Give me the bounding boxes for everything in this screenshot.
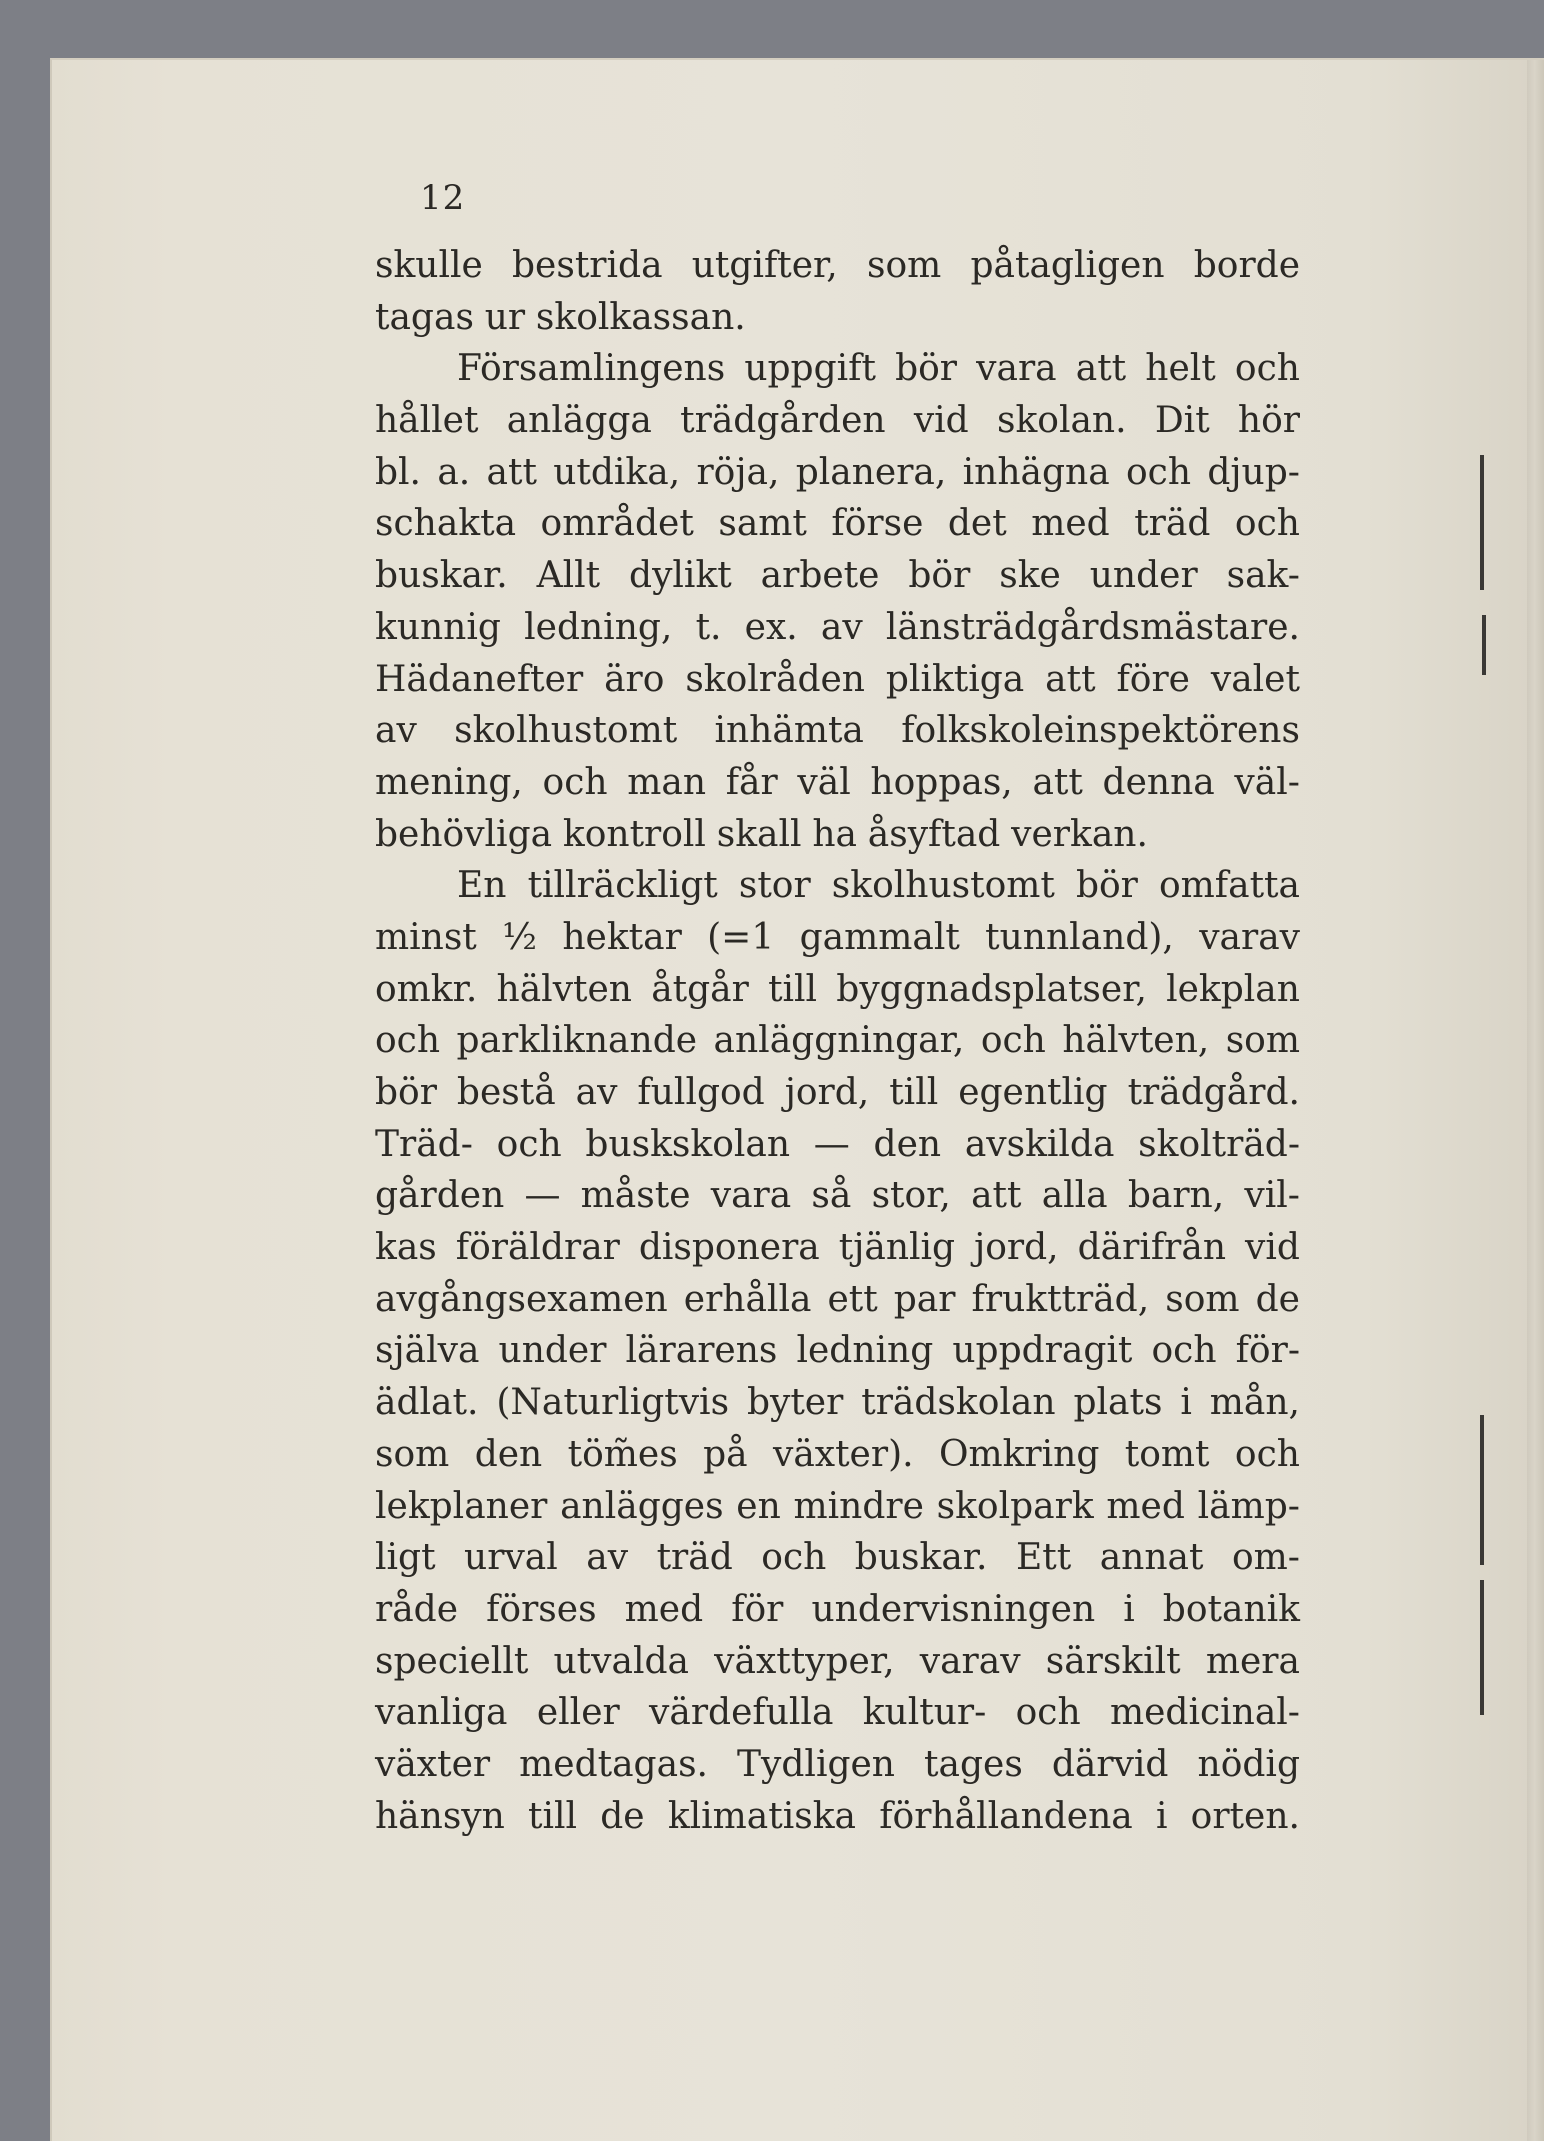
text-line: ädlat. (Naturligtvis byter trädskolan plats i mån,	[375, 1382, 1300, 1424]
text-line: som den töm̃es på växter). Omkring tomt och	[375, 1433, 1300, 1475]
text-line: minst ½ hektar (=1 gammalt tunnland), varav	[375, 916, 1300, 958]
text-line: tagas ur skolkassan.	[375, 296, 746, 338]
text-line: Träd- och buskskolan — den avskilda skolträd-	[375, 1123, 1300, 1165]
text-line: vanliga eller värdefulla kultur- och medicinal-	[375, 1692, 1300, 1734]
body-text	[375, 240, 1300, 1842]
text-line: kunnig ledning, t. ex. av länsträdgårdsmästare.	[375, 606, 1300, 648]
text-line: gården — måste vara så stor, att alla barn, vil-	[375, 1175, 1300, 1217]
text-line: buskar. Allt dylikt arbete bör ske under sak-	[375, 555, 1300, 597]
text-line: själva under lärarens ledning uppdragit och för-	[375, 1330, 1300, 1372]
text-line: speciellt utvalda växttyper, varav särskilt mera	[375, 1640, 1300, 1682]
text-line: schakta området samt förse det med träd och	[375, 503, 1300, 545]
text-line: behövliga kontroll skall ha åsyftad verkan.	[375, 813, 1148, 855]
text-line: avgångsexamen erhålla ett par fruktträd, som de	[375, 1278, 1300, 1320]
text-line: ligt urval av träd och buskar. Ett annat om-	[375, 1537, 1300, 1579]
text-line: Hädanefter äro skolråden pliktiga att före valet	[375, 658, 1300, 700]
page-fold-shadow	[1527, 60, 1544, 2141]
text-line: Församlingens uppgift bör vara att helt och	[457, 348, 1300, 390]
text-line: skulle bestrida utgifter, som påtagligen borde	[375, 245, 1300, 286]
text-line: växter medtagas. Tydligen tages därvid nödig	[375, 1743, 1300, 1785]
page-number: 12	[420, 178, 466, 218]
text-line: mening, och man får väl hoppas, att denna väl-	[375, 761, 1300, 803]
binding-mark	[1480, 1580, 1484, 1715]
text-line: lekplaner anlägges en mindre skolpark med lämp-	[375, 1485, 1300, 1527]
text-line: bl. a. att utdika, röja, planera, inhägna och djup-	[375, 451, 1300, 493]
text-line: och parkliknande anläggningar, och hälvten, som	[375, 1020, 1300, 1062]
text-line: hållet anlägga trädgården vid skolan. Dit hör	[375, 400, 1300, 442]
binding-mark	[1480, 455, 1484, 590]
text-line: av skolhustomt inhämta folkskoleinspektörens	[375, 710, 1300, 752]
text-line: kas föräldrar disponera tjänlig jord, därifrån vid	[375, 1227, 1300, 1269]
text-line: råde förses med för undervisningen i botanik	[375, 1588, 1300, 1630]
text-line: omkr. hälvten åtgår till byggnadsplatser, lekplan	[375, 968, 1300, 1010]
binding-mark	[1480, 1415, 1484, 1565]
text-line: bör bestå av fullgod jord, till egentlig trädgård.	[375, 1072, 1300, 1113]
binding-mark	[1482, 615, 1486, 675]
text-line: En tillräckligt stor skolhustomt bör omfatta	[457, 865, 1300, 907]
text-line: hänsyn till de klimatiska förhållandena i orten.	[375, 1795, 1300, 1837]
